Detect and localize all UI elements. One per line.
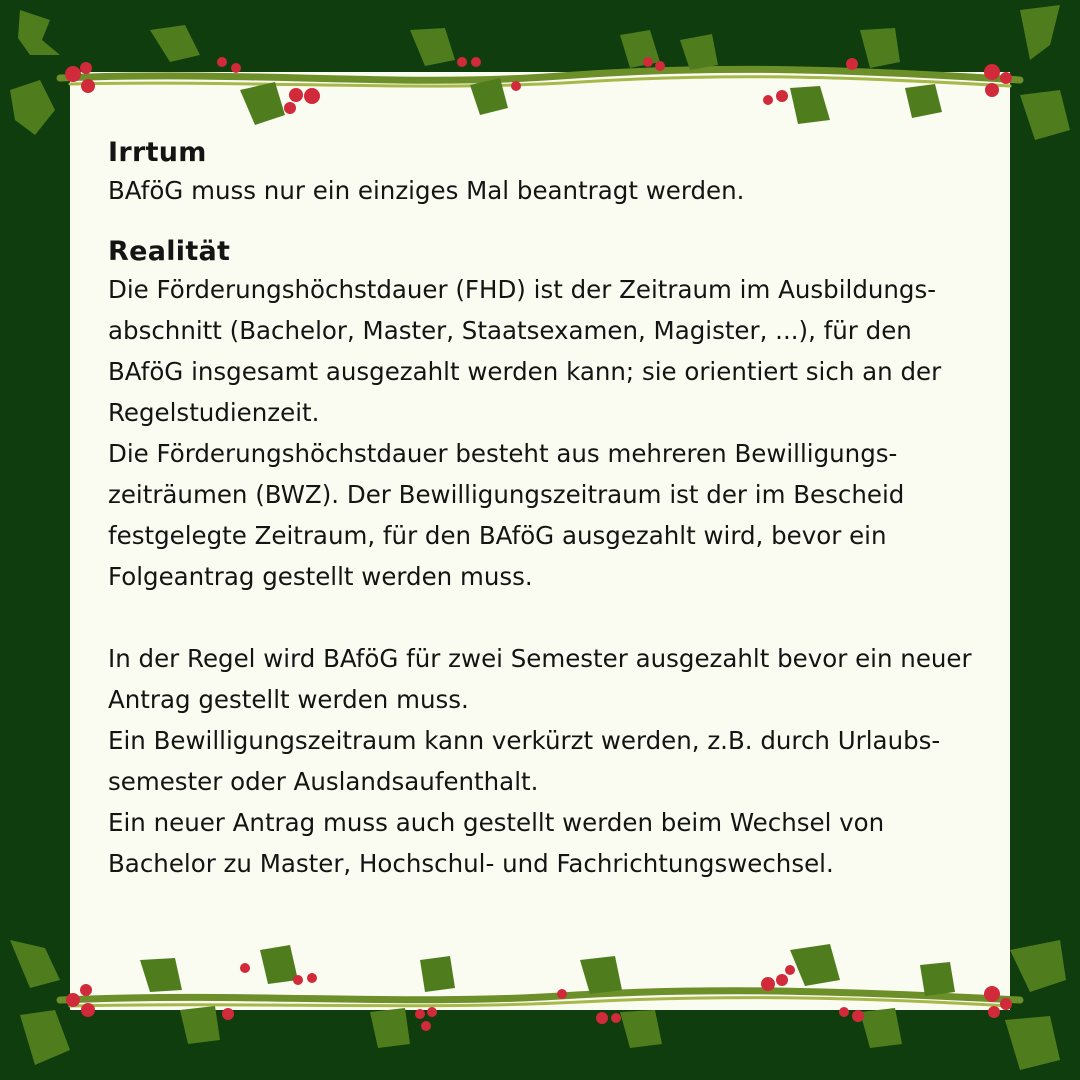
reality-paragraph-semester: In der Regel wird BAföG für zwei Semester ausgezahlt bevor ein neuer Antrag gestellt werden muss.: [108, 644, 972, 714]
reality-heading: Realität: [108, 236, 231, 267]
reality-paragraph-bwz: Die Förderungshöchstdauer besteht aus mehreren Bewilligungs-zeiträumen (BWZ). Der Bewilligungszeitraum ist der im Bescheid festgelegte Zeitraum, für den BAföG ausgezahlt wird, bevor ein Folgeantrag gestellt werden muss.: [108, 439, 905, 591]
reality-paragraph-shortened: Ein Bewilligungszeitraum kann verkürzt werden, z.B. durch Urlaubs-semester oder Auslandsaufenthalt.: [108, 726, 941, 796]
reality-paragraph-new-application: Ein neuer Antrag muss auch gestellt werden beim Wechsel von Bachelor zu Master, Hochschul- und Fachrichtungswechsel.: [108, 808, 885, 878]
reality-paragraph-fhd: Die Förderungshöchstdauer (FHD) ist der Zeitraum im Ausbildungs-abschnitt (Bachelor, Master, Staatsexamen, Magister, ...), für den BAföG insgesamt ausgezahlt werden kann; sie orientiert sich an der Regelstudienzeit.: [108, 275, 942, 427]
myth-heading: Irrtum: [108, 137, 207, 168]
spacer: [108, 597, 978, 638]
holly-garland-top: [0, 0, 1080, 140]
myth-text: BAföG muss nur ein einziges Mal beantragt werden.: [108, 176, 745, 205]
spacer: [108, 211, 978, 235]
holly-garland-bottom: [0, 940, 1080, 1080]
article-text: [108, 136, 978, 884]
